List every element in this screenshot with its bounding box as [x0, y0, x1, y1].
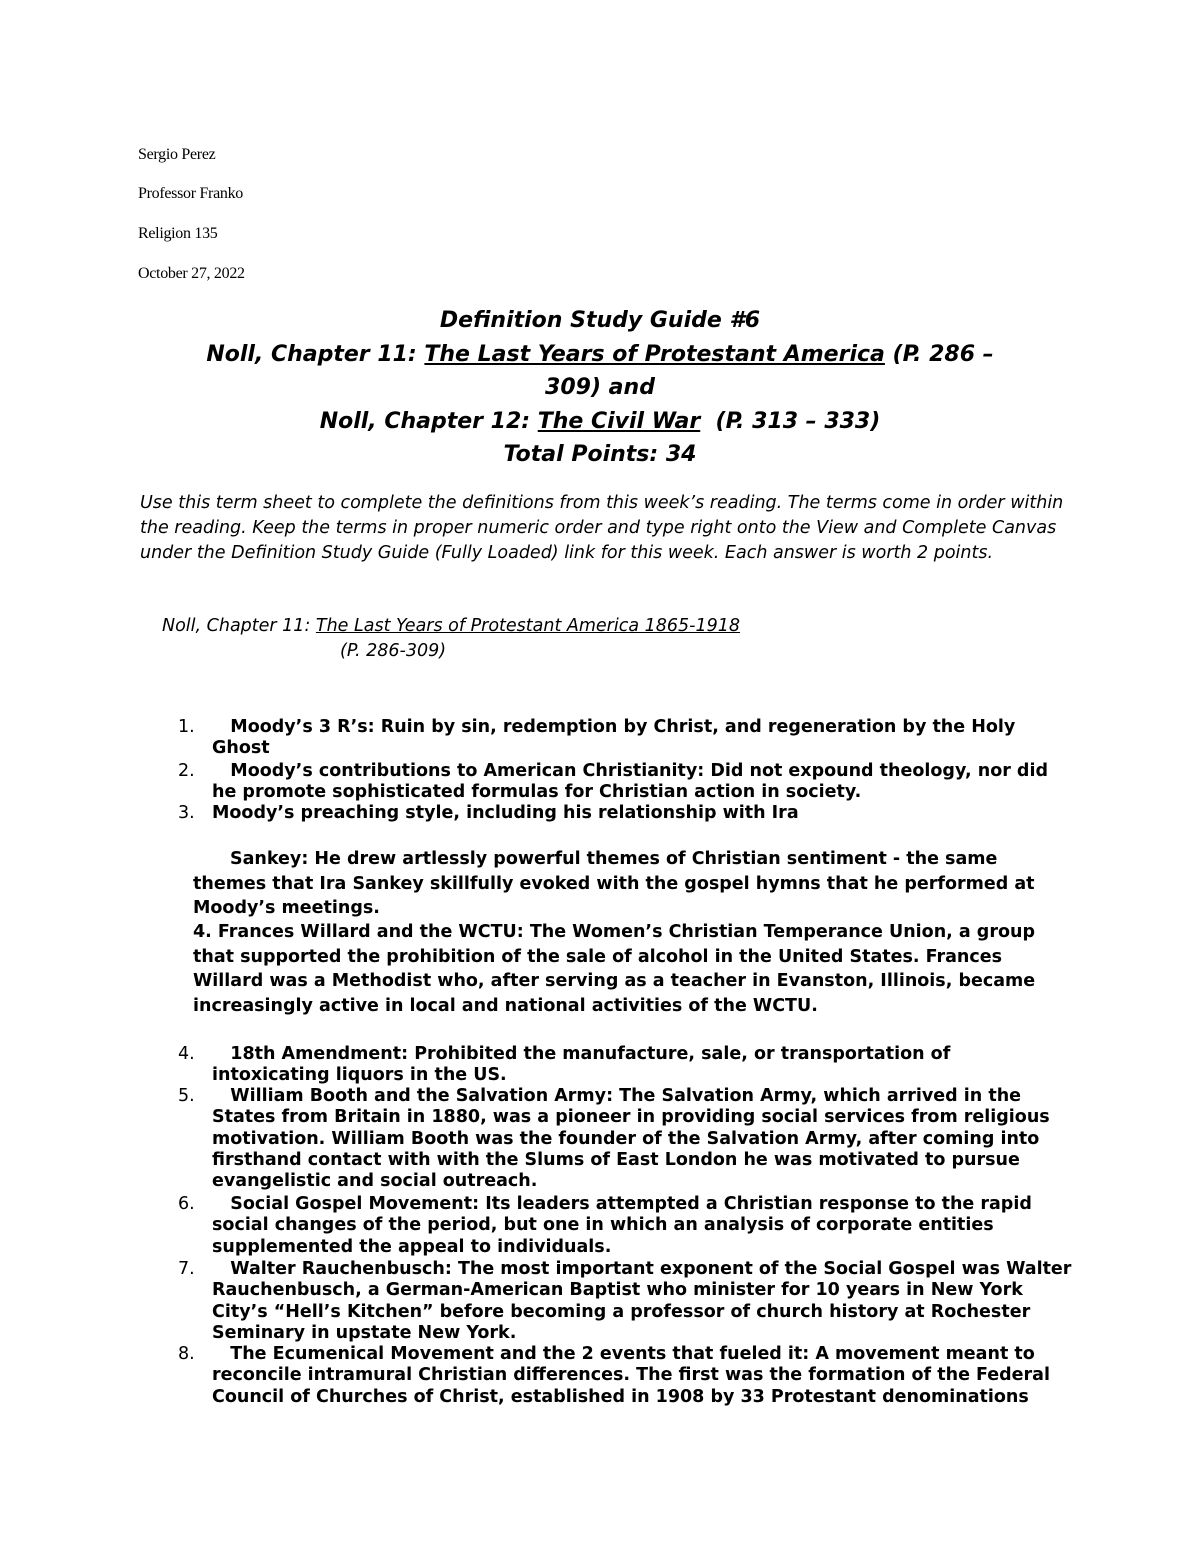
list-item-number: 8.: [178, 1344, 195, 1364]
ch11-pages-start: (P. 286 –: [884, 341, 994, 367]
list-item-text: William Booth and the Salvation Army: The Salvation Army, which arrived in the States from Britain in 1880, was a pioneer in providing social services from religious motivation. William Booth was the founder of the Salvation Army, after coming into firsthand contact with with the Slums of East London he was motivated to pursue evangelistic and social outreach.: [212, 1086, 1056, 1192]
list-item-number: 4.: [178, 1044, 195, 1064]
title-line-chapter11: [140, 338, 1060, 372]
list-item-number: 3.: [178, 803, 195, 823]
chapter-heading: [162, 615, 740, 637]
ch11-pages-end: 309) and: [545, 375, 655, 400]
list-item-number: 7.: [178, 1259, 195, 1279]
chapter-title: The Last Years of Protestant America 1865-1918: [315, 616, 741, 636]
title-line-guide: Definition Study Guide #6: [439, 308, 761, 333]
instructions: Use this term sheet to complete the definitions from this week’s reading. The terms come in order within the reading. Keep the terms in proper numeric order and type right onto the View and Complete Canvas under the Definition Study Guide (Fully Loaded) link for this week. Each answer is worth 2 points.: [140, 493, 1064, 563]
list-item: [178, 1044, 1072, 1087]
student-name: Sergio Perez: [138, 146, 216, 163]
chapter-prefix: Noll, Chapter 11:: [162, 616, 316, 636]
list-item: [178, 1194, 1072, 1258]
ch12-pages: (P. 313 – 333): [700, 408, 881, 434]
professor-name: Professor Franko: [138, 185, 243, 202]
list-item-number: 6.: [178, 1194, 195, 1214]
list-item: [178, 1259, 1078, 1344]
list-item: [178, 761, 1072, 804]
willard-paragraph: 4. Frances Willard and the WCTU: The Women’s Christian Temperance Union, a group that supported the prohibition of the sale of alcohol in the United States. Frances Willard was a Methodist who, after serving as a teacher in Evanston, Illinois, became increasingly active in local and national activities of the WCTU.: [193, 922, 1036, 1016]
list-item: [178, 803, 1072, 824]
list-item: [178, 1344, 1072, 1408]
list-item-text: Moody’s contributions to American Christianity: Did not expound theology, nor did he promote sophisticated formulas for Christian action in society.: [212, 761, 1055, 803]
list-item: [178, 717, 1072, 760]
list-item-text: Moody’s 3 R’s: Ruin by sin, redemption by Christ, and regeneration by the Holy Ghost: [212, 717, 1022, 759]
title-line-chapter12: [140, 405, 1060, 439]
list-item-number: 1.: [178, 717, 195, 737]
ch11-title: The Last Years of Protestant America: [424, 341, 885, 367]
list-item-text: Moody’s preaching style, including his relationship with Ira: [212, 803, 799, 823]
list-item-text: The Ecumenical Movement and the 2 events that fueled it: A movement meant to reconcile intramural Christian differences. The first was the formation of the Federal Council of Churches of Christ, established in 1908 by 33 Protestant denominations: [212, 1344, 1057, 1407]
list-item-text: Social Gospel Movement: Its leaders attempted a Christian response to the rapid social changes of the period, but one in which an analysis of corporate entities supplemented the appeal to individuals.: [212, 1194, 1038, 1257]
sankey-paragraph: [193, 847, 1073, 921]
document-title: [140, 304, 1060, 472]
ch11-prefix: Noll, Chapter 11:: [206, 341, 425, 367]
sankey-text: Sankey: He drew artlessly powerful themes of Christian sentiment - the same themes that Ira Sankey skillfully evoked with the gospel hymns that he performed at Moody’s meetings.: [193, 849, 1035, 919]
ch12-prefix: Noll, Chapter 12:: [319, 408, 538, 434]
document-date: October 27, 2022: [138, 265, 245, 282]
list-item-number: 2.: [178, 761, 195, 781]
total-points: Total Points: 34: [503, 442, 697, 467]
chapter-pages: (P. 286-309): [340, 641, 447, 661]
list-item-text: Walter Rauchenbusch: The most important exponent of the Social Gospel was Walter Rauchenbusch, a German-American Baptist who minister for 10 years in New York City’s “Hell’s Kitchen” before becoming a professor of church history at Rochester Seminary in upstate New York.: [212, 1259, 1078, 1343]
course-name: Religion 135: [138, 225, 218, 242]
list-item-number: 5.: [178, 1086, 195, 1106]
list-item-text: 18th Amendment: Prohibited the manufacture, sale, or transportation of intoxicating liquors in the US.: [212, 1044, 957, 1086]
list-item: [178, 1086, 1072, 1192]
ch12-title: The Civil War: [537, 408, 701, 434]
